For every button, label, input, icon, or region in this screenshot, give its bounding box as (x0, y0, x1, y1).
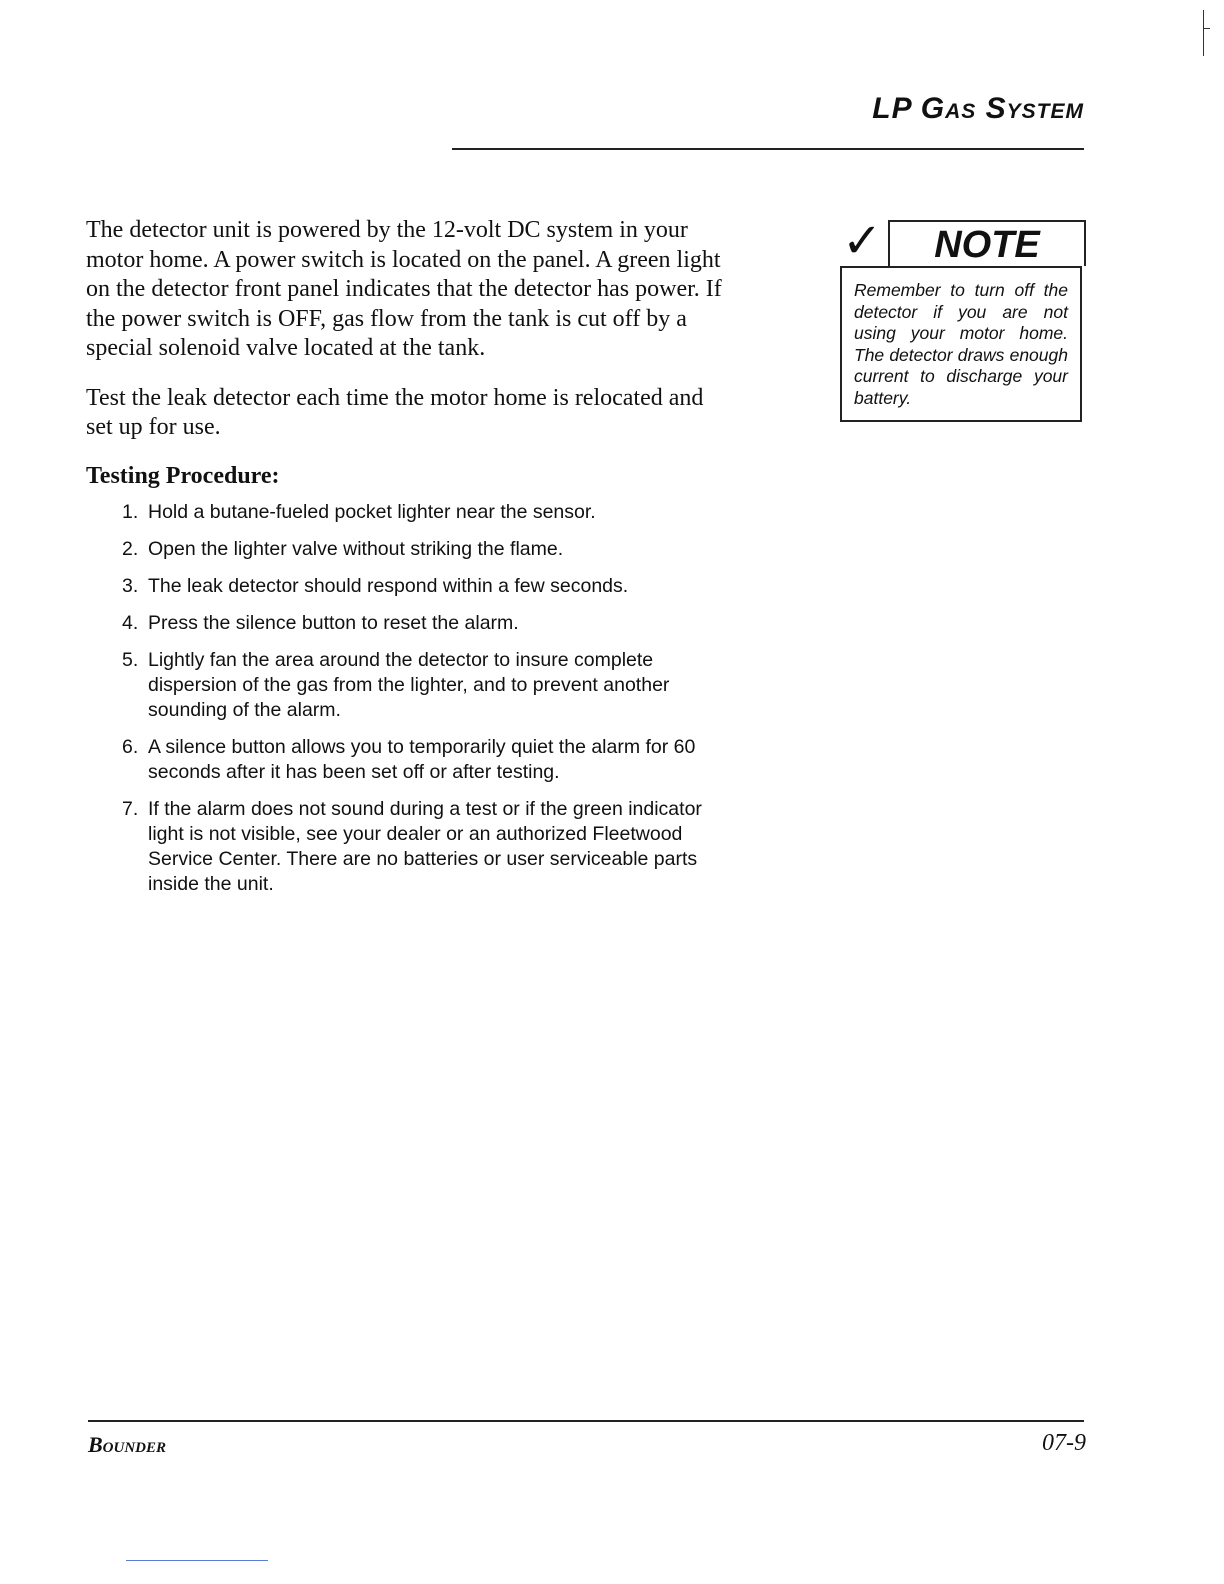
step-text: Open the lighter valve without striking the flame. (148, 537, 564, 560)
step-number: 1. (122, 500, 139, 523)
list-item (122, 537, 726, 562)
page-header-title: LP Gas System (872, 92, 1084, 125)
procedure-steps (86, 500, 726, 897)
testing-procedure-heading: Testing Procedure: (86, 462, 280, 489)
page-number: 07-9 (1042, 1430, 1086, 1456)
step-number: 7. (122, 797, 139, 820)
step-text: A silence button allows you to temporarily quiet the alarm for 60 seconds after it has been set off or after testing. (148, 735, 696, 783)
note-body: Remember to turn off the detector if you are not using your motor home. The detector draws enough current to discharge your battery. (840, 266, 1082, 422)
list-item (122, 574, 726, 599)
step-text: The leak detector should respond within a few seconds. (148, 574, 629, 597)
step-number: 3. (122, 574, 139, 597)
footer-brand: Bounder (88, 1432, 167, 1457)
list-item (122, 797, 726, 897)
header-rule (452, 148, 1084, 150)
step-number: 4. (122, 611, 139, 634)
list-item (122, 648, 726, 723)
step-text: Lightly fan the area around the detector to insure complete dispersion of the gas from the lighter, and to prevent another sounding of the alarm. (148, 648, 670, 721)
list-item (122, 735, 726, 785)
note-title: NOTE (888, 220, 1086, 266)
step-number: 5. (122, 648, 139, 671)
main-content (86, 216, 726, 909)
list-item (122, 500, 726, 525)
edge-mark (1203, 10, 1210, 56)
footer-rule (88, 1420, 1084, 1422)
test-paragraph: Test the leak detector each time the motor home is relocated and set up for use. (86, 384, 704, 440)
list-item (122, 611, 726, 636)
step-text: If the alarm does not sound during a test or if the green indicator light is not visible, see your dealer or an authorized Fleetwood Service Center. There are no batteries or user serviceable parts inside the unit. (148, 797, 702, 895)
step-number: 6. (122, 735, 139, 758)
step-number: 2. (122, 537, 139, 560)
check-icon: ✓ (842, 213, 883, 269)
step-text: Press the silence button to reset the alarm. (148, 611, 519, 634)
step-text: Hold a butane-fueled pocket lighter near the sensor. (148, 500, 596, 523)
intro-paragraph: The detector unit is powered by the 12-volt DC system in your motor home. A power switch is located on the panel. A green light on the detector front panel indicates that the detector has power. If the power switch is OFF, gas flow from the tank is cut off by a special solenoid valve located at the tank. (86, 217, 722, 361)
scan-artifact-line (126, 1560, 268, 1561)
